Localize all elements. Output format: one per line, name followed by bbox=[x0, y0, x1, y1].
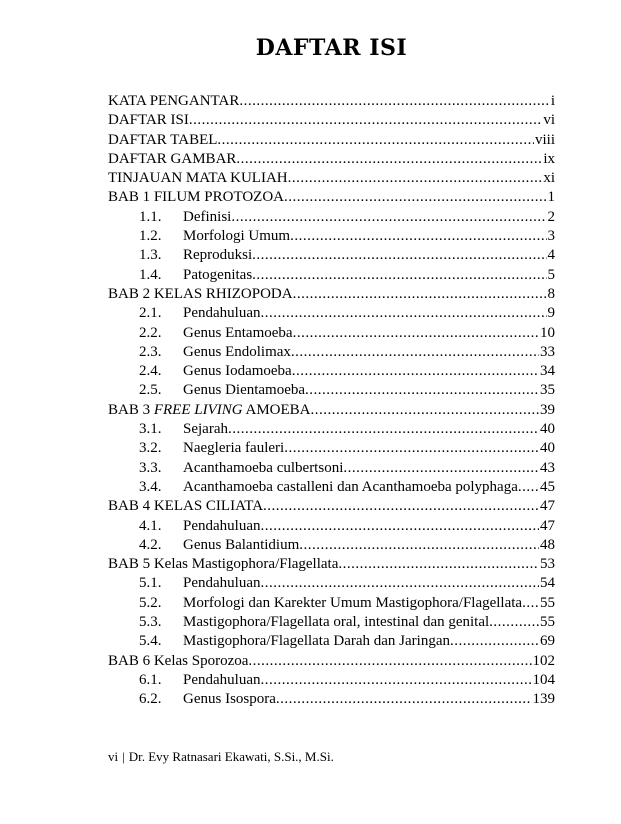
toc-page-number: 47 bbox=[540, 498, 555, 515]
toc-entry-number: 6.2. bbox=[139, 691, 162, 708]
dot-leader bbox=[260, 671, 531, 690]
dot-leader bbox=[291, 343, 539, 362]
toc-page-number: 10 bbox=[540, 324, 555, 341]
toc-page-number: 8 bbox=[547, 285, 555, 302]
dot-leader bbox=[284, 439, 539, 458]
toc-entry bbox=[108, 188, 555, 207]
toc-entry-label: KATA PENGANTAR bbox=[108, 93, 240, 109]
toc-page-number: 139 bbox=[532, 691, 555, 708]
toc-page-number: viii bbox=[534, 131, 555, 148]
dot-leader bbox=[284, 188, 547, 207]
toc-page-number: 55 bbox=[540, 614, 555, 631]
dot-leader bbox=[260, 304, 546, 323]
toc-entry-label: BAB 4 KELAS CILIATA bbox=[108, 498, 264, 515]
dot-leader bbox=[252, 246, 546, 265]
toc-entry-number: 3.4. bbox=[139, 478, 162, 495]
toc-list bbox=[108, 92, 555, 710]
toc-page-number: 2 bbox=[547, 208, 555, 225]
toc-page-number: 9 bbox=[547, 305, 555, 322]
dot-leader bbox=[228, 420, 539, 439]
toc-entry-label: DAFTAR ISI bbox=[108, 112, 189, 129]
toc-entry bbox=[108, 652, 555, 671]
toc-page-number: 4 bbox=[547, 247, 555, 264]
toc-entry-number: 2.5. bbox=[139, 382, 162, 399]
toc-entry-label: TINJAUAN MATA KULIAH bbox=[108, 170, 288, 187]
toc-entry bbox=[108, 671, 555, 690]
toc-entry bbox=[108, 227, 555, 246]
toc-entry bbox=[108, 208, 555, 227]
toc-entry bbox=[108, 517, 555, 536]
dot-leader bbox=[292, 362, 539, 381]
dot-leader bbox=[518, 478, 539, 497]
toc-entry-label: Acanthamoeba culbertsoni bbox=[183, 459, 344, 476]
toc-page-number: vi bbox=[543, 112, 555, 129]
toc-page-number: i bbox=[550, 93, 555, 109]
toc-page-number: 54 bbox=[540, 575, 555, 592]
toc-entry-label: Morfologi Umum bbox=[183, 228, 291, 245]
toc-page-number: 5 bbox=[547, 266, 555, 283]
toc-entry-number: 1.3. bbox=[139, 247, 162, 264]
toc-entry bbox=[108, 555, 555, 574]
footer-page-number: vi bbox=[108, 749, 119, 764]
toc-entry-label: Genus Iodamoeba bbox=[183, 363, 292, 380]
toc-entry-number: 3.2. bbox=[139, 440, 162, 457]
dot-leader bbox=[338, 555, 539, 574]
dot-leader bbox=[343, 459, 539, 478]
toc-entry-label: DAFTAR GAMBAR bbox=[108, 150, 237, 167]
toc-entry-number: 5.4. bbox=[139, 633, 162, 650]
toc-page-number: 55 bbox=[540, 594, 555, 611]
toc-entry-label: Pendahuluan bbox=[183, 671, 261, 688]
toc-entry bbox=[108, 401, 555, 420]
toc-entry-label: DAFTAR TABEL bbox=[108, 131, 218, 148]
toc-entry bbox=[108, 497, 555, 516]
toc-entry bbox=[108, 594, 555, 613]
toc-entry-number: 2.4. bbox=[139, 363, 162, 380]
toc-entry bbox=[108, 131, 555, 150]
toc-page-number: 40 bbox=[540, 440, 555, 457]
dot-leader bbox=[288, 169, 543, 188]
dot-leader bbox=[260, 517, 539, 536]
toc-entry-label: Mastigophora/Flagellata oral, intestinal dan genital bbox=[183, 614, 490, 631]
toc-page-number: 48 bbox=[540, 536, 555, 553]
toc-entry bbox=[108, 420, 555, 439]
dot-leader bbox=[522, 594, 539, 613]
toc-entry-label: Pendahuluan bbox=[183, 305, 261, 322]
toc-entry-label: BAB 1 FILUM PROTOZOA bbox=[108, 189, 284, 206]
toc-entry-label: Patogenitas bbox=[183, 266, 253, 283]
toc-entry bbox=[108, 632, 555, 651]
dot-leader bbox=[305, 381, 539, 400]
footer-author: Dr. Evy Ratnasari Ekawati, S.Si., M.Si. bbox=[128, 749, 334, 764]
dot-leader bbox=[217, 131, 534, 150]
dot-leader bbox=[450, 632, 539, 651]
toc-entry-label: Pendahuluan bbox=[183, 517, 261, 534]
toc-page-number: 104 bbox=[532, 671, 555, 688]
toc-entry-number: 4.2. bbox=[139, 536, 162, 553]
toc-entry bbox=[108, 150, 555, 169]
toc-entry bbox=[108, 478, 555, 497]
page-footer bbox=[108, 748, 334, 765]
dot-leader bbox=[276, 690, 532, 709]
dot-leader bbox=[293, 324, 539, 343]
toc-page-number: 39 bbox=[540, 401, 555, 418]
toc-entry-number: 6.1. bbox=[139, 671, 162, 688]
toc-entry-label: Genus Isospora bbox=[183, 691, 276, 708]
toc-page-number: 1 bbox=[547, 189, 555, 206]
toc-entry-number: 1.4. bbox=[139, 266, 162, 283]
toc-entry bbox=[108, 304, 555, 323]
toc-entry-label: Reproduksi bbox=[183, 247, 253, 264]
dot-leader bbox=[260, 574, 539, 593]
dot-leader bbox=[299, 536, 539, 555]
toc-entry bbox=[108, 690, 555, 709]
toc-entry-label: Morfologi dan Karekter Umum Mastigophora/Flagellata bbox=[183, 594, 523, 611]
toc-entry-number: 1.1. bbox=[139, 208, 162, 225]
toc-entry-number: 3.3. bbox=[139, 459, 162, 476]
toc-entry-label: BAB 2 KELAS RHIZOPODA bbox=[108, 285, 293, 302]
toc-page-number: 35 bbox=[540, 382, 555, 399]
toc-entry bbox=[108, 324, 555, 343]
toc-entry bbox=[108, 459, 555, 478]
toc-entry-label: BAB 5 Kelas Mastigophora/Flagellata bbox=[108, 556, 339, 573]
toc-entry-label: Genus Endolimax bbox=[183, 343, 291, 360]
toc-page-number: 34 bbox=[540, 363, 555, 380]
toc-page-number: 43 bbox=[540, 459, 555, 476]
toc-entry bbox=[108, 574, 555, 593]
toc-entry bbox=[108, 266, 555, 285]
toc-page-number: 45 bbox=[540, 478, 555, 495]
dot-leader bbox=[252, 266, 546, 285]
toc-entry bbox=[108, 381, 555, 400]
toc-entry-label: Acanthamoeba castalleni dan Acanthamoeba polyphaga bbox=[183, 478, 518, 495]
toc-page-number: 3 bbox=[547, 228, 555, 245]
toc-entry-number: 3.1. bbox=[139, 421, 162, 438]
toc-entry-label: BAB 6 Kelas Sporozoa bbox=[108, 652, 249, 669]
dot-leader bbox=[311, 401, 539, 420]
toc-entry-number: 5.1. bbox=[139, 575, 162, 592]
toc-entry-number: 2.1. bbox=[139, 305, 162, 322]
toc-page-number: xi bbox=[543, 170, 555, 187]
toc-page-number: 53 bbox=[540, 556, 555, 573]
footer-separator: | bbox=[122, 749, 125, 764]
toc-entry bbox=[108, 536, 555, 555]
toc-entry-label: Genus Entamoeba bbox=[183, 324, 293, 341]
toc-page-number: 47 bbox=[540, 517, 555, 534]
dot-leader bbox=[489, 613, 539, 632]
toc-entry-label: Pendahuluan bbox=[183, 575, 261, 592]
toc-entry bbox=[108, 613, 555, 632]
toc-entry bbox=[108, 285, 555, 304]
toc-page-number: 40 bbox=[540, 421, 555, 438]
toc-entry bbox=[108, 362, 555, 381]
dot-leader bbox=[263, 497, 539, 516]
dot-leader bbox=[248, 652, 531, 671]
toc-entry-number: 4.1. bbox=[139, 517, 162, 534]
toc-entry-label: Genus Balantidium bbox=[183, 536, 300, 553]
toc-entry-label: Genus Dientamoeba bbox=[183, 382, 306, 399]
page-title: DAFTAR ISI bbox=[255, 35, 408, 61]
dot-leader bbox=[239, 92, 549, 111]
toc-page-number: ix bbox=[543, 150, 555, 167]
toc-entry-number: 1.2. bbox=[139, 228, 162, 245]
toc-entry bbox=[108, 439, 555, 458]
toc-entry bbox=[108, 92, 555, 111]
toc-page-number: 33 bbox=[540, 343, 555, 360]
toc-entry-number: 2.3. bbox=[139, 343, 162, 360]
toc-entry-number: 2.2. bbox=[139, 324, 162, 341]
dot-leader bbox=[189, 111, 542, 130]
toc-entry-label: BAB 3 FREE LIVING AMOEBA bbox=[108, 401, 311, 418]
toc-entry-number: 5.2. bbox=[139, 594, 162, 611]
toc-entry bbox=[108, 343, 555, 362]
toc-entry-label: Definisi bbox=[183, 208, 232, 225]
dot-leader bbox=[231, 208, 546, 227]
toc-entry-label: Mastigophora/Flagellata Darah dan Jaringan bbox=[183, 633, 450, 650]
toc-entry bbox=[108, 111, 555, 130]
toc-entry-label: Sejarah bbox=[183, 421, 228, 438]
dot-leader bbox=[236, 150, 542, 169]
toc-entry-label: Naegleria fauleri bbox=[183, 440, 285, 457]
dot-leader bbox=[293, 285, 547, 304]
toc-page-number: 102 bbox=[532, 652, 555, 669]
toc-page-number: 69 bbox=[540, 633, 555, 650]
dot-leader bbox=[290, 227, 546, 246]
toc-entry bbox=[108, 169, 555, 188]
toc-entry-number: 5.3. bbox=[139, 614, 162, 631]
toc-entry bbox=[108, 246, 555, 265]
